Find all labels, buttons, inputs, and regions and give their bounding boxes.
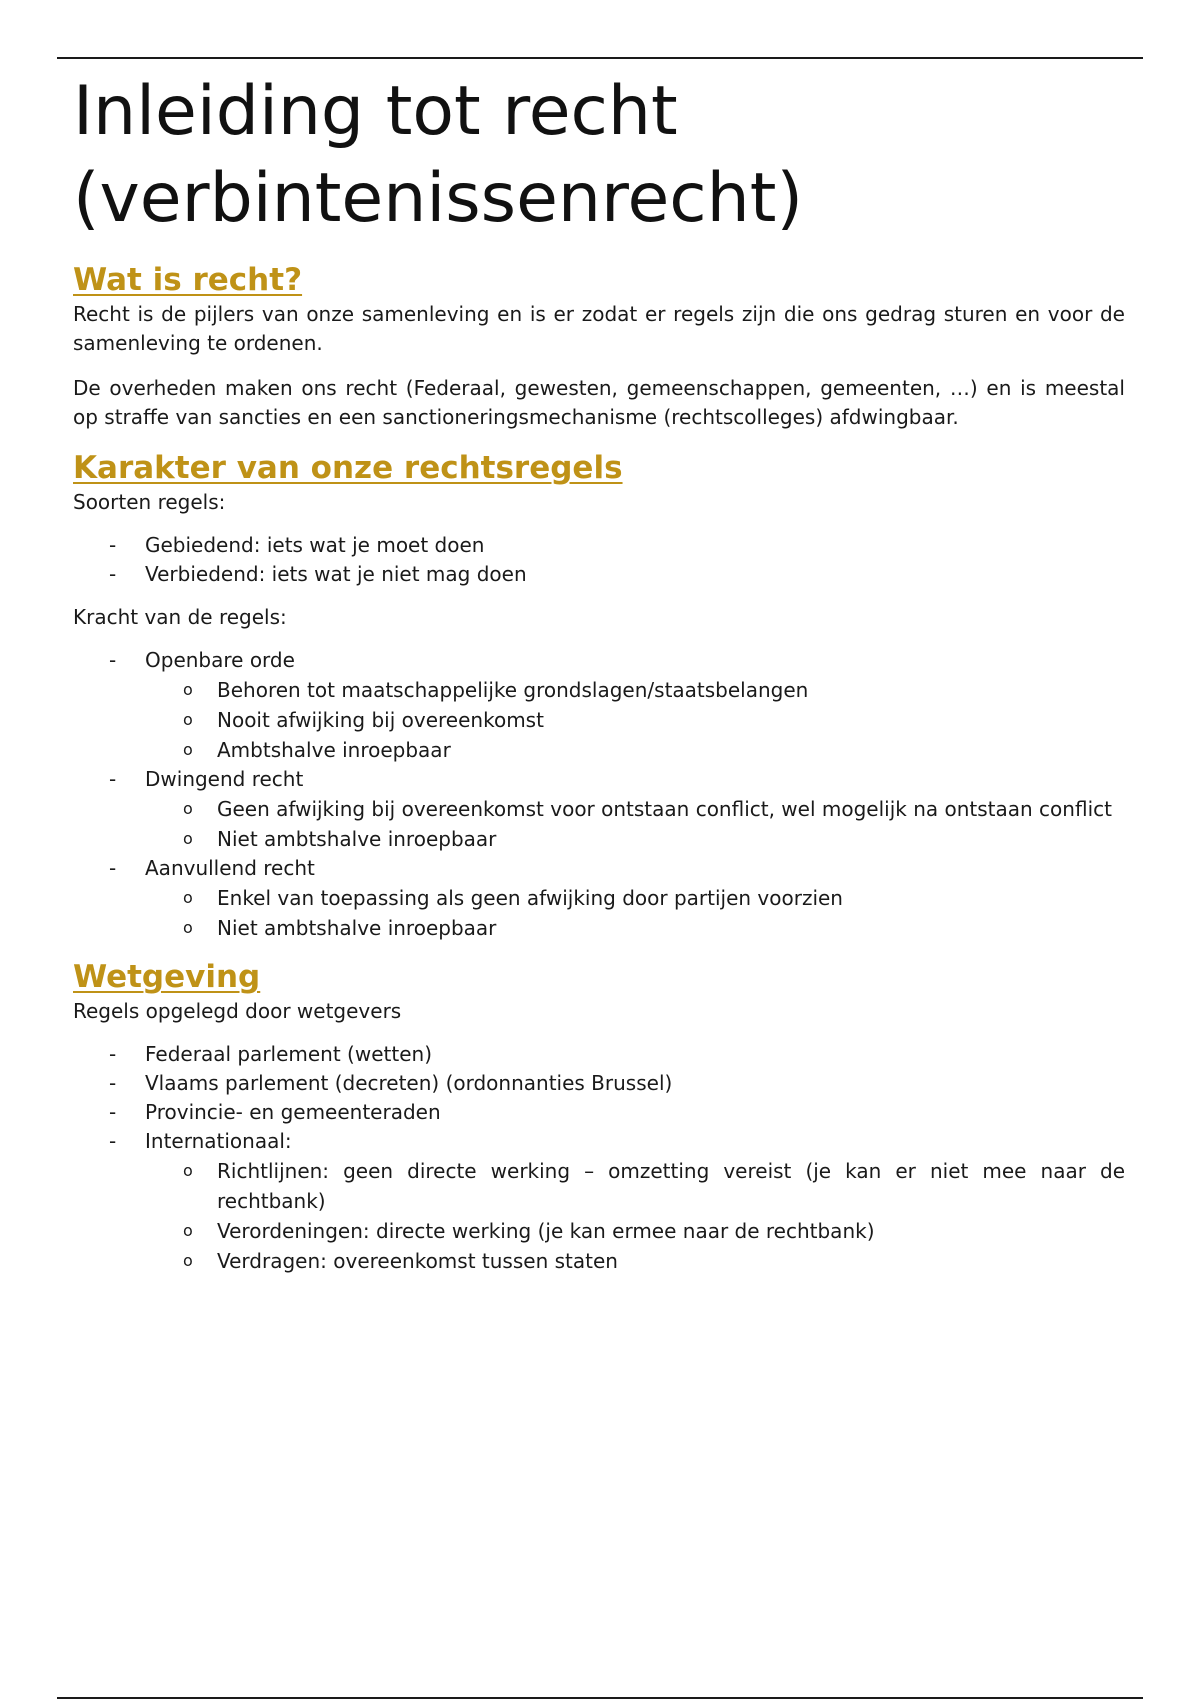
list-item-text: Aanvullend recht xyxy=(145,856,315,880)
circle-bullet: o xyxy=(183,918,193,937)
circle-bullet: o xyxy=(183,680,193,699)
circle-bullet: o xyxy=(183,740,193,759)
sub-list-item xyxy=(145,1246,1125,1276)
list-item-text: Dwingend recht xyxy=(145,767,304,791)
circle-bullet: o xyxy=(183,888,193,907)
paragraph: De overheden maken ons recht (Federaal, gewesten, gemeenschappen, gemeenten, …) en is meestal op straffe van sancties en een sanctioneringsmechanisme (rechtscolleges) afdwingbaar. xyxy=(73,376,1125,429)
sub-list-item-text: Ambtshalve inroepbaar xyxy=(217,738,451,762)
sub-list xyxy=(145,794,1125,854)
list-item-text: Provincie- en gemeenteraden xyxy=(145,1100,441,1124)
sub-list xyxy=(145,675,1125,765)
dash-bullet: - xyxy=(109,562,117,586)
dash-bullet: - xyxy=(109,648,117,672)
circle-bullet: o xyxy=(183,1161,193,1180)
dash-bullet: - xyxy=(109,1129,117,1153)
list-item-text: Openbare orde xyxy=(145,648,295,672)
kracht-list xyxy=(73,646,1125,943)
sub-list-item-text: Geen afwijking bij overeenkomst voor ontstaan conflict, wel mogelijk na ontstaan conflict xyxy=(217,797,1112,821)
sub-list-item xyxy=(145,735,1125,765)
sub-list-item-text: Enkel van toepassing als geen afwijking door partijen voorzien xyxy=(217,886,843,910)
sub-list-item-text: Niet ambtshalve inroepbaar xyxy=(217,827,497,851)
circle-bullet: o xyxy=(183,1251,193,1270)
top-rule xyxy=(57,57,1143,59)
dash-bullet: - xyxy=(109,767,117,791)
list-item xyxy=(73,531,1125,560)
dash-bullet: - xyxy=(109,1071,117,1095)
section-karakter xyxy=(73,448,1125,943)
list-item-text: Vlaams parlement (decreten) (ordonnanties Brussel) xyxy=(145,1071,673,1095)
list-item xyxy=(73,646,1125,765)
circle-bullet: o xyxy=(183,799,193,818)
document-body xyxy=(73,68,1125,1290)
list-item-text: Federaal parlement (wetten) xyxy=(145,1042,432,1066)
paragraph: Recht is de pijlers van onze samenleving en is er zodat er regels zijn die ons gedrag sturen en voor de samenleving te ordenen. xyxy=(73,302,1125,355)
sub-list-item xyxy=(145,675,1125,705)
paragraph: Soorten regels: xyxy=(73,490,226,514)
dash-bullet: - xyxy=(109,1100,117,1124)
list-item xyxy=(73,1098,1125,1127)
list-item-text: Internationaal: xyxy=(145,1129,292,1153)
circle-bullet: o xyxy=(183,1221,193,1240)
list-item xyxy=(73,1069,1125,1098)
list-item xyxy=(73,765,1125,854)
sub-list-item xyxy=(145,913,1125,943)
sub-list xyxy=(145,883,1125,943)
sub-list-item xyxy=(145,824,1125,854)
paragraph: Kracht van de regels: xyxy=(73,605,287,629)
circle-bullet: o xyxy=(183,710,193,729)
section-heading: Wat is recht? xyxy=(73,262,303,298)
list-item xyxy=(73,1040,1125,1069)
sub-list-item xyxy=(145,883,1125,913)
dash-bullet: - xyxy=(109,1042,117,1066)
section-heading: Karakter van onze rechtsregels xyxy=(73,450,623,486)
list-item-text: Gebiedend: iets wat je moet doen xyxy=(145,533,485,557)
list-item xyxy=(73,560,1125,589)
soorten-list xyxy=(73,531,1125,589)
section-wetgeving xyxy=(73,957,1125,1276)
dash-bullet: - xyxy=(109,533,117,557)
circle-bullet: o xyxy=(183,829,193,848)
document-title: Inleiding tot recht (verbintenissenrecht) xyxy=(73,72,803,238)
sub-list-item xyxy=(145,1156,1125,1216)
list-item xyxy=(73,1127,1125,1276)
sub-list-item xyxy=(145,794,1125,824)
bottom-rule xyxy=(57,1697,1143,1699)
sub-list-item xyxy=(145,1216,1125,1246)
paragraph: Regels opgelegd door wetgevers xyxy=(73,999,402,1023)
sub-list-item-text: Nooit afwijking bij overeenkomst xyxy=(217,708,544,732)
section-heading: Wetgeving xyxy=(73,959,261,995)
sub-list xyxy=(145,1156,1125,1276)
sub-list-item-text: Behoren tot maatschappelijke grondslagen/staatsbelangen xyxy=(217,678,809,702)
sub-list-item-text: Niet ambtshalve inroepbaar xyxy=(217,916,497,940)
sub-list-item-text: Richtlijnen: geen directe werking – omzetting vereist (je kan er niet mee naar de rechtbank) xyxy=(217,1159,1125,1213)
list-item xyxy=(73,854,1125,943)
list-item-text: Verbiedend: iets wat je niet mag doen xyxy=(145,562,527,586)
section-wat-is-recht xyxy=(73,260,1125,432)
sub-list-item-text: Verdragen: overeenkomst tussen staten xyxy=(217,1249,618,1273)
sub-list-item xyxy=(145,705,1125,735)
wetgevers-list xyxy=(73,1040,1125,1276)
dash-bullet: - xyxy=(109,856,117,880)
sub-list-item-text: Verordeningen: directe werking (je kan ermee naar de rechtbank) xyxy=(217,1219,875,1243)
